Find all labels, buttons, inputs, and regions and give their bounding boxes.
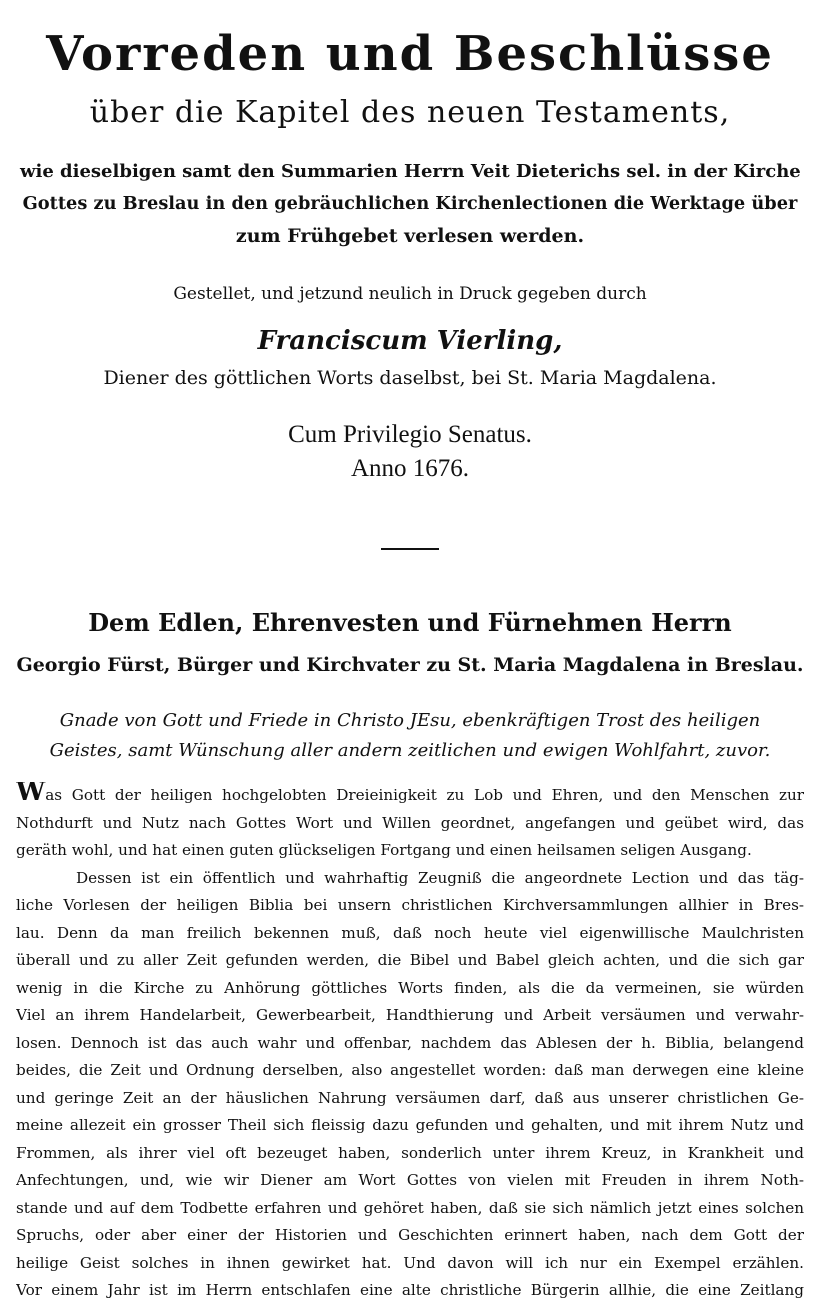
body-line: heilige Geist solches in ihnen gewirket hat. Und davon will ich nur ein Exempel erzählen. bbox=[16, 1253, 804, 1272]
drop-cap: W bbox=[16, 782, 46, 807]
body-line: Anfechtungen, und, wie wir Diener am Wort Gottes von vielen mit Freuden in ihrem Noth- bbox=[16, 1171, 804, 1189]
document-subtitle: über die Kapitel des neuen Testaments, bbox=[89, 95, 731, 130]
title-description bbox=[20, 156, 800, 252]
body-line: Vor einem Jahr ist im Herrn entschlafen eine alte christliche Bürgerin allhie, die eine Zeitlang bbox=[16, 1281, 804, 1299]
greeting-line: Geistes, samt Wünschung aller andern zeitlichen und ewigen Wohlfahrt, zuvor. bbox=[49, 740, 771, 761]
author-role: Diener des göttlichen Worts daselbst, bei St. Maria Magdalena. bbox=[103, 367, 717, 389]
body-line-text: as Gott der heiligen hochgelobten Dreieinigkeit zu Lob und Ehren, und den Menschen zur bbox=[45, 786, 804, 804]
dedication-heading bbox=[16, 602, 804, 686]
body-line: Frommen, als ihrer viel oft bezeuget haben, sonderlich unter ihrem Kreuz, in Krankheit und bbox=[16, 1143, 804, 1162]
description-line: Gottes zu Breslau in den gebräuchlichen Kirchenlectionen die Werktage über bbox=[22, 193, 798, 214]
author-name: Franciscum Vierling, bbox=[257, 326, 563, 356]
body-line: stande und auf dem Todbette erfahren und gehöret haben, daß sie sich nämlich jetzt eines solchen bbox=[16, 1198, 804, 1217]
body-line: Spruchs, oder aber einer der Historien und Geschichten erinnert haben, nach dem Gott der bbox=[16, 1226, 804, 1244]
privilege-line: Cum Privilegio Senatus. bbox=[288, 421, 532, 448]
body-line: Dessen ist ein öffentlich und wahrhaftig Zeugniß die angeordnete Lection und das täg- bbox=[76, 868, 804, 887]
body-text bbox=[16, 782, 804, 1305]
dedication-line: Georgio Fürst, Bürger und Kirchvater zu St. Maria Magdalena in Breslau. bbox=[16, 654, 804, 676]
greeting bbox=[16, 706, 804, 766]
body-line: lau. Denn da man freilich bekennen muß, daß noch heute viel eigenwillische Maulchristen bbox=[16, 923, 804, 942]
body-line: geräth wohl, und hat einen guten glückseligen Fortgang und einen heilsamen seligen Ausgang. bbox=[16, 841, 752, 859]
section-divider bbox=[381, 548, 439, 550]
body-line: und geringe Zeit an der häuslichen Nahrung versäumen darf, daß aus unserer christlichen Ge- bbox=[16, 1088, 804, 1107]
description-line: wie dieselbigen samt den Summarien Herrn Veit Dieterichs sel. in der Kirche bbox=[20, 161, 801, 182]
body-line: liche Vorlesen der heiligen Biblia bei unsern christlichen Kirchversammlungen allhier in Bres- bbox=[16, 896, 804, 914]
body-line: überall und zu aller Zeit gefunden werden, die Bibel und Babel gleich achten, und die sich gar bbox=[16, 951, 804, 969]
body-line: wenig in die Kirche zu Anhörung göttliches Worts finden, als die da vermeinen, sie würden bbox=[16, 978, 804, 997]
greeting-line: Gnade von Gott und Friede in Christo JEsu, ebenkräftigen Trost des heiligen bbox=[59, 710, 761, 731]
byline: Gestellet, und jetzund neulich in Druck gegeben durch bbox=[173, 284, 647, 304]
body-line: Viel an ihrem Handelarbeit, Gewerbearbeit, Handthierung und Arbeit versäumen und verwahr- bbox=[16, 1006, 804, 1024]
body-line: meine allezeit ein grosser Theil sich fleissig dazu gefunden und gehalten, und mit ihrem Nutz und bbox=[16, 1116, 804, 1134]
body-line: beides, die Zeit und Ordnung derselben, also angestellet worden: daß man derwegen eine kleine bbox=[16, 1061, 804, 1079]
body-line bbox=[16, 782, 804, 810]
dedication-line: Dem Edlen, Ehrenvesten und Fürnehmen Herrn bbox=[88, 608, 732, 637]
body-line: losen. Dennoch ist das auch wahr und offenbar, nachdem das Ablesen der h. Biblia, belangend bbox=[16, 1033, 804, 1052]
body-line: Nothdurft und Nutz nach Gottes Wort und Willen geordnet, angefangen und geübet wird, das bbox=[16, 813, 804, 832]
document-title: Vorreden und Beschlüsse bbox=[46, 26, 774, 82]
description-line: zum Frühgebet verlesen werden. bbox=[235, 225, 585, 247]
publication-year: Anno 1676. bbox=[350, 455, 470, 482]
